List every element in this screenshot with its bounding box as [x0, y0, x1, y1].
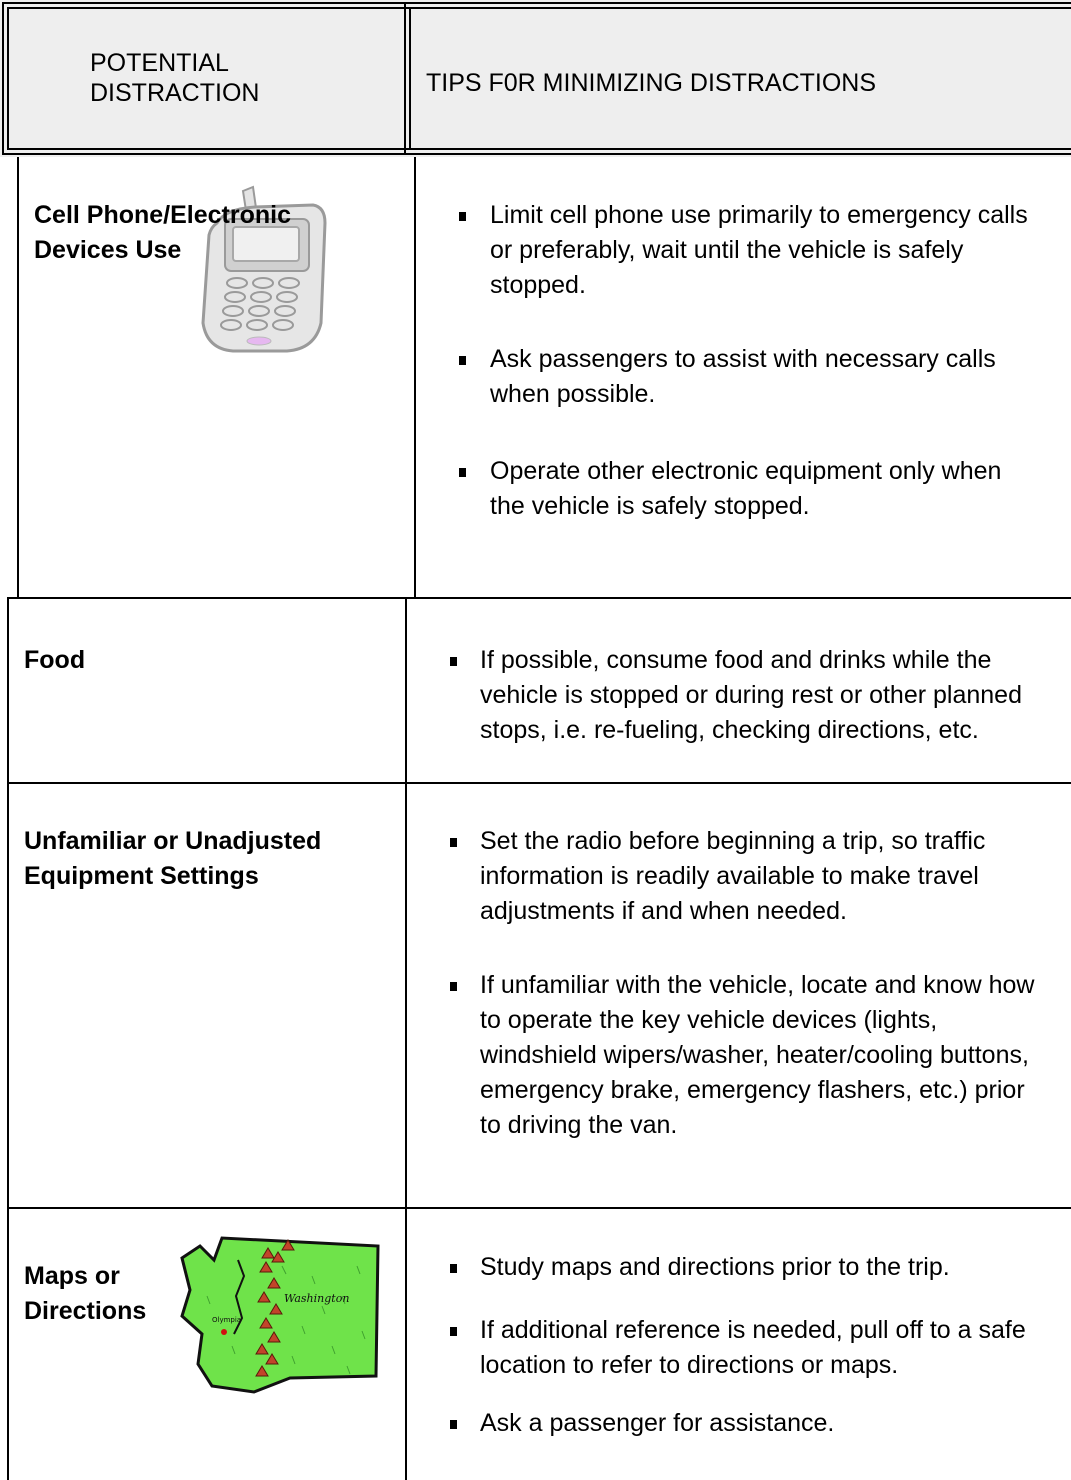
bullet-icon: [450, 657, 457, 666]
row-label-equipment-settings: Unfamiliar or Unadjusted Equipment Settings: [24, 827, 322, 890]
row-separator: [7, 1207, 1071, 1209]
header-potential-distraction: POTENTIAL DISTRACTION: [90, 49, 260, 107]
tip-item: Limit cell phone use primarily to emergency calls or preferably, wait until the vehicle is safely stopped.: [490, 201, 1028, 299]
column-divider: [405, 597, 407, 1480]
bullet-icon: [450, 838, 457, 847]
tip-item: Ask a passenger for assistance.: [480, 1409, 835, 1437]
row-label-maps: Maps or Directions: [24, 1262, 147, 1325]
tip-item: Study maps and directions prior to the trip.: [480, 1253, 950, 1281]
bullet-icon: [450, 1264, 457, 1273]
row-separator: [7, 597, 1071, 599]
tip-item: If additional reference is needed, pull off to a safe location to refer to directions or maps.: [480, 1316, 1026, 1379]
tip-item: Ask passengers to assist with necessary calls when possible.: [490, 345, 996, 408]
header-tips: TIPS F0R MINIMIZING DISTRACTIONS: [426, 69, 877, 97]
row-label-food: Food: [24, 646, 86, 674]
row-separator: [7, 782, 1071, 784]
row1-left-border: [17, 157, 19, 598]
tip-item: Operate other electronic equipment only when the vehicle is safely stopped.: [490, 457, 1002, 520]
bullet-icon: [450, 982, 457, 991]
table-header: [0, 0, 1071, 157]
header-divider: [404, 2, 406, 155]
map-city-label: Olympia: [212, 1316, 242, 1324]
tip-item: Set the radio before beginning a trip, so traffic information is readily available to make travel adjustments if and when needed.: [480, 827, 986, 925]
table-left-border: [7, 597, 9, 1480]
row1-column-divider: [414, 157, 416, 598]
tip-item: If unfamiliar with the vehicle, locate and know how to operate the key vehicle devices (lights, windshield wipers/washer, heater/cooling buttons, emergency brake, emergency flashers, etc.) prior to driving the van.: [480, 971, 1035, 1139]
tip-item: If possible, consume food and drinks while the vehicle is stopped or during rest or other planned stops, i.e. re-fueling, checking directions, etc.: [480, 646, 1022, 744]
washington-map-icon: [172, 1236, 382, 1396]
bullet-icon: [450, 1420, 457, 1429]
bullet-icon: [459, 212, 466, 221]
bullet-icon: [459, 356, 466, 365]
header-divider-inner: [409, 7, 411, 150]
bullet-icon: [459, 468, 466, 477]
bullet-icon: [450, 1327, 457, 1336]
row-label-cell-phone: Cell Phone/Electronic Devices Use: [34, 201, 292, 264]
map-state-label: Washington: [284, 1292, 350, 1305]
